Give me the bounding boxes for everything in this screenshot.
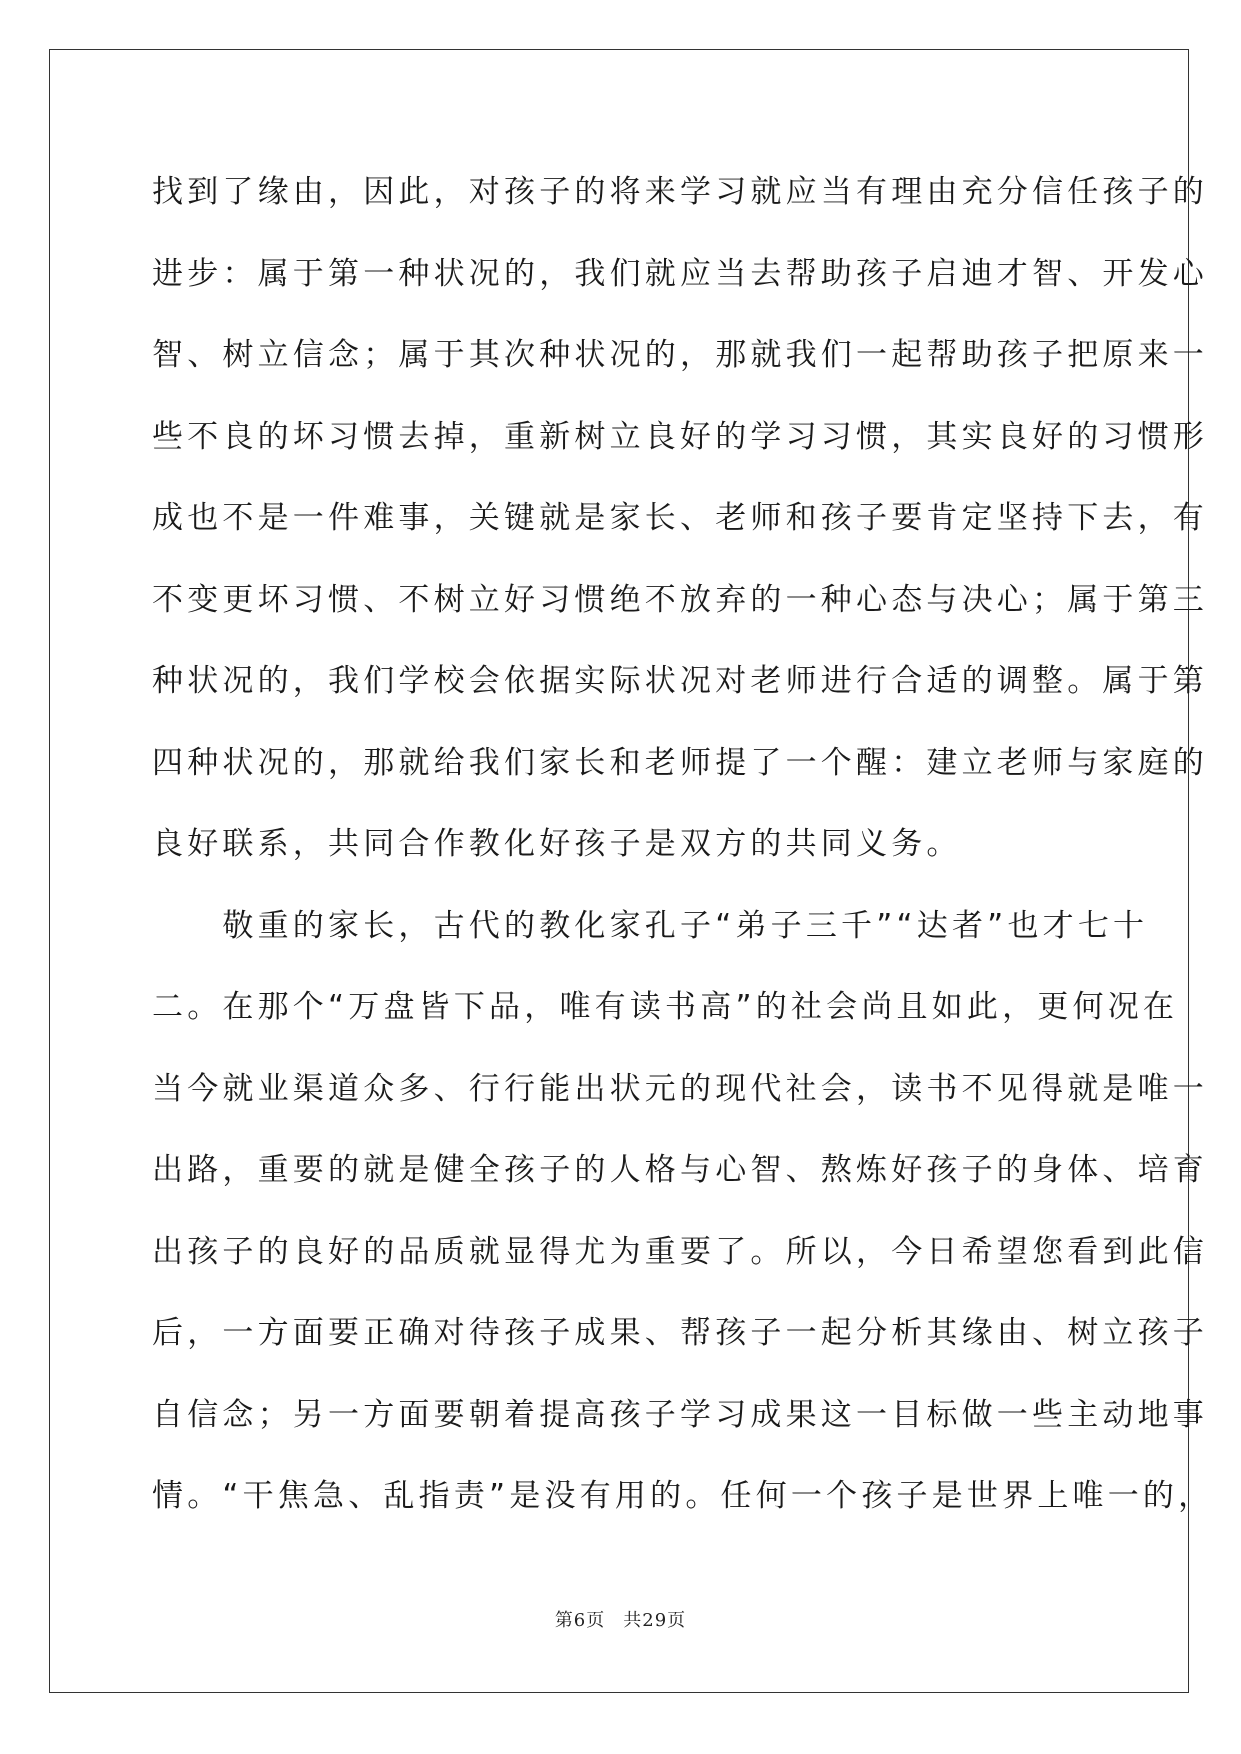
text-line: 四种状况的，那就给我们家长和老师提了一个醒：建立老师与家庭的 (152, 744, 1208, 781)
text-line: 出路，重要的就是健全孩子的人格与心智、熬炼好孩子的身体、培育 (152, 1152, 1208, 1188)
text-line: 种状况的，我们学校会依据实际状况对老师进行合适的调整。属于第 (152, 663, 1208, 699)
page-total: 共29页 (623, 1610, 687, 1631)
text-line: 后，一方面要正确对待孩子成果、帮孩子一起分析其缘由、树立孩子 (152, 1315, 1208, 1351)
text-line: 些不良的坏习惯去掉，重新树立良好的学习习惯，其实良好的习惯形 (152, 418, 1208, 455)
text-line: 出孩子的良好的品质就显得尤为重要了。所以，今日希望您看到此信 (152, 1233, 1208, 1270)
page-footer (0, 1606, 1241, 1632)
text-line: 不变更坏习惯、不树立好习惯绝不放弃的一种心态与决心；属于第三 (152, 581, 1208, 618)
text-line: 敬重的家长，古代的教化家孔子“弟子三千”“达者”也才七十 (152, 907, 1149, 944)
text-line: 进步：属于第一种状况的，我们就应当去帮助孩子启迪才智、开发心 (152, 255, 1208, 292)
text-line: 良好联系，共同合作教化好孩子是双方的共同义务。 (152, 826, 962, 862)
text-line: 智、树立信念；属于其次种状况的，那就我们一起帮助孩子把原来一 (152, 337, 1208, 373)
text-line: 自信念；另一方面要朝着提高孩子学习成果这一目标做一些主动地事 (152, 1396, 1208, 1433)
text-line: 成也不是一件难事，关键就是家长、老师和孩子要肯定坚持下去，有 (152, 500, 1208, 536)
text-line: 二。在那个“万盘皆下品，唯有读书高”的社会尚且如此，更何况在 (152, 989, 1179, 1025)
page-number: 第6页 (554, 1610, 606, 1631)
document-body (152, 162, 1214, 1548)
text-line: 找到了缘由，因此，对孩子的将来学习就应当有理由充分信任孩子的 (152, 174, 1208, 210)
text-line: 当今就业渠道众多、行行能出状元的现代社会，读书不见得就是唯一 (152, 1070, 1208, 1107)
text-line: 情。“干焦急、乱指责”是没有用的。任何一个孩子是世界上唯一的， (152, 1478, 1214, 1514)
